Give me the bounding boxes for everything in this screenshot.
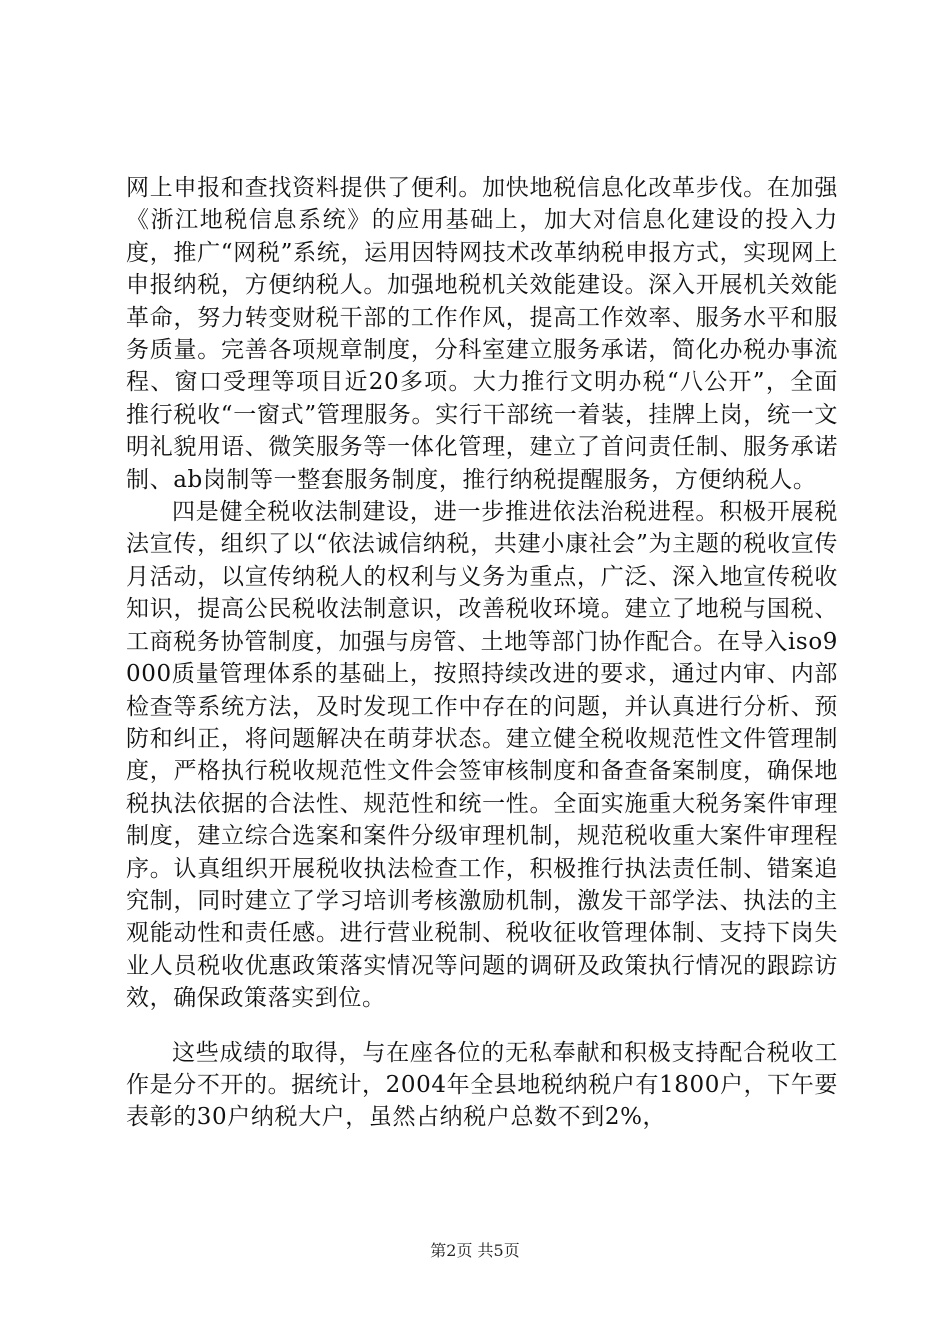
paragraph-spacer xyxy=(126,1015,838,1037)
paragraph-achievements: 这些成绩的取得，与在座各位的无私奉献和积极支持配合税收工作是分不开的。据统计，2004年全县地税纳税户有1800户，下午要表彰的30户纳税大户，虽然占纳税户总数不到2%， xyxy=(126,1039,838,1131)
page-number: 第2页 共5页 xyxy=(430,1241,520,1260)
document-body xyxy=(126,172,838,1134)
paragraph-continued: 网上申报和查找资料提供了便利。加快地税信息化改革步伐。在加强《浙江地税信息系统》的应用基础上，加大对信息化建设的投入力度，推广“网税”系统，运用因特网技术改革纳税申报方式，实现网上申报纳税，方便纳税人。加强地税机关效能建设。深入开展机关效能革命，努力转变财税干部的工作作风，提高工作效率、服务水平和服务质量。完善各项规章制度，分科室建立服务承诺，简化办税办事流程、窗口受理等项目近20多项。大力推行文明办税“八公开”，全面推行税收“一窗式”管理服务。实行干部统一着装，挂牌上岗，统一文明礼貌用语、微笑服务等一体化管理，建立了首问责任制、服务承诺制、ab岗制等一整套服务制度，推行纳税提醒服务，方便纳税人。 xyxy=(126,175,838,493)
paragraph-legal-system: 四是健全税收法制建设，进一步推进依法治税进程。积极开展税法宣传，组织了以“依法诚信纳税，共建小康社会”为主题的税收宣传月活动，以宣传纳税人的权利与义务为重点，广泛、深入地宣传税收知识，提高公民税收法制意识，改善税收环境。建立了地税与国税、工商税务协管制度，加强与房管、土地等部门协作配合。在导入iso9000质量管理体系的基础上，按照持续改进的要求，通过内审、内部检查等系统方法，及时发现工作中存在的问题，并认真进行分析、预防和纠正，将问题解决在萌芽状态。建立健全税收规范性文件管理制度，严格执行税收规范性文件会签审核制度和备查备案制度，确保地税执法依据的合法性、规范性和统一性。全面实施重大税务案件审理制度，建立综合选案和案件分级审理机制，规范税收重大案件审理程序。认真组织开展税收执法检查工作，积极推行执法责任制、错案追究制，同时建立了学习培训考核激励机制，激发干部学法、执法的主观能动性和责任感。进行营业税制、税收征收管理体制、支持下岗失业人员税收优惠政策落实情况等问题的调研及政策执行情况的跟踪访效，确保政策落实到位。 xyxy=(126,499,838,1012)
page-footer xyxy=(0,1240,950,1262)
